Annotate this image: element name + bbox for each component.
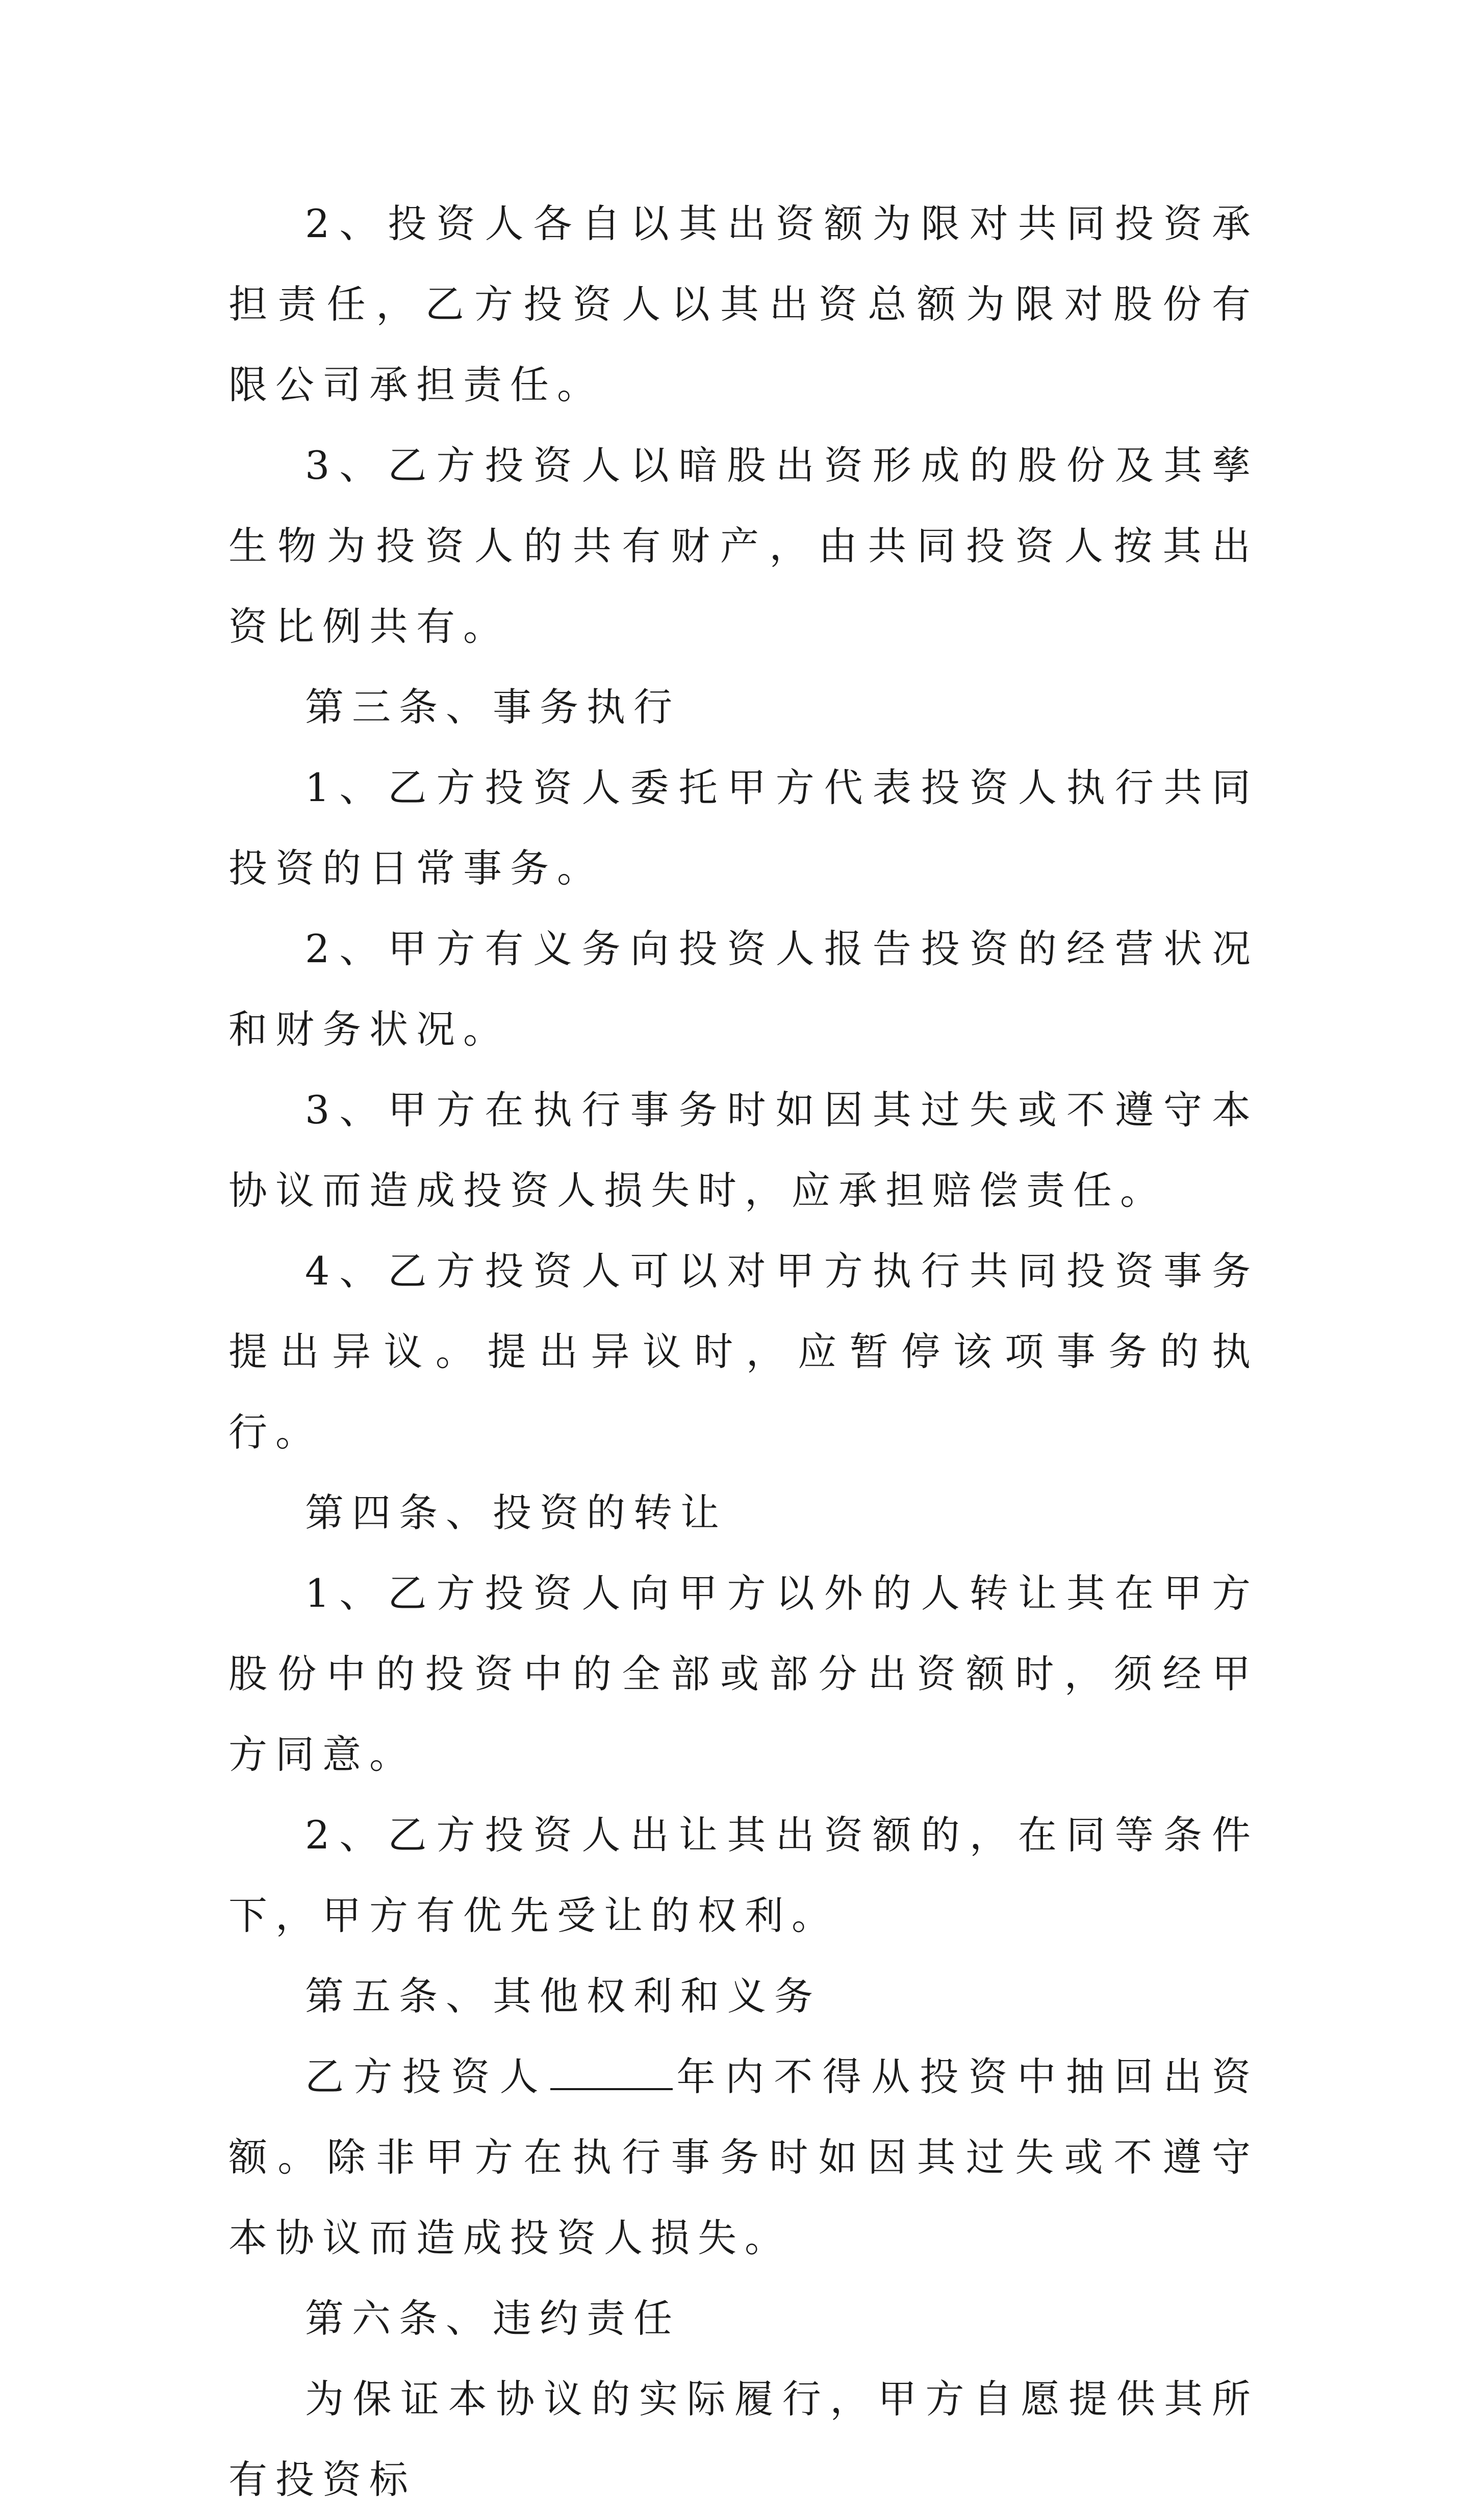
clause-paragraph-with-blank [228, 2037, 1259, 2278]
clause-paragraph: 3、乙方投资人以暗股出资形成的股份及其孳生物为投资人的共有财产，由共同投资人按其出资比例共有。 [228, 443, 1259, 649]
clause-paragraph: 为保证本协议的实际履行，甲方自愿提供其所有投资标 [228, 2376, 1259, 2502]
section-heading: 第四条、投资的转让 [305, 1490, 727, 1535]
clause-paragraph: 2、投资人各自以其出资额为限对共同投资承担责任，乙方投资人以其出资总额为限对股份有限公司承担责任。 [228, 201, 1259, 407]
clause-text-before-blank: 乙方投资人 [305, 2054, 549, 2099]
clause-paragraph: 1、乙方投资人向甲方以外的人转让其在甲方股份中的投资中的全部或部分出资额时，须经甲方同意。 [228, 1571, 1259, 1777]
section-heading: 第三条、事务执行 [305, 684, 680, 730]
fill-in-blank-line [550, 2052, 673, 2090]
document-body [228, 184, 1259, 2520]
clause-paragraph: 1、乙方投资人委托甲方代表投资人执行共同投资的日常事务。 [228, 765, 1259, 891]
section-heading: 第五条、其他权利和义务 [305, 1973, 821, 2019]
clause-text-after-blank: 年内不得从投资中抽回出资额。除非甲方在执行事务时如因其过失或不遵守本协议而造成投资人损失。 [228, 2054, 1259, 2260]
section-heading: 第六条、违约责任 [305, 2296, 680, 2341]
clause-paragraph: 3、甲方在执行事务时如因其过失或不遵守本协议而造成投资人损失时，应承担赔偿责任。 [228, 1087, 1259, 1213]
clause-paragraph: 2、乙方投资人出让其出资额的，在同等条件下，甲方有优先受让的权利。 [228, 1812, 1259, 1938]
clause-paragraph: 4、乙方投资人可以对甲方执行共同投资事务提出异议。提出异议时，应暂停该项事务的执行。 [228, 1248, 1259, 1455]
clause-paragraph: 2、甲方有义务向投资人报告投资的经营状况和财务状况。 [228, 926, 1259, 1052]
